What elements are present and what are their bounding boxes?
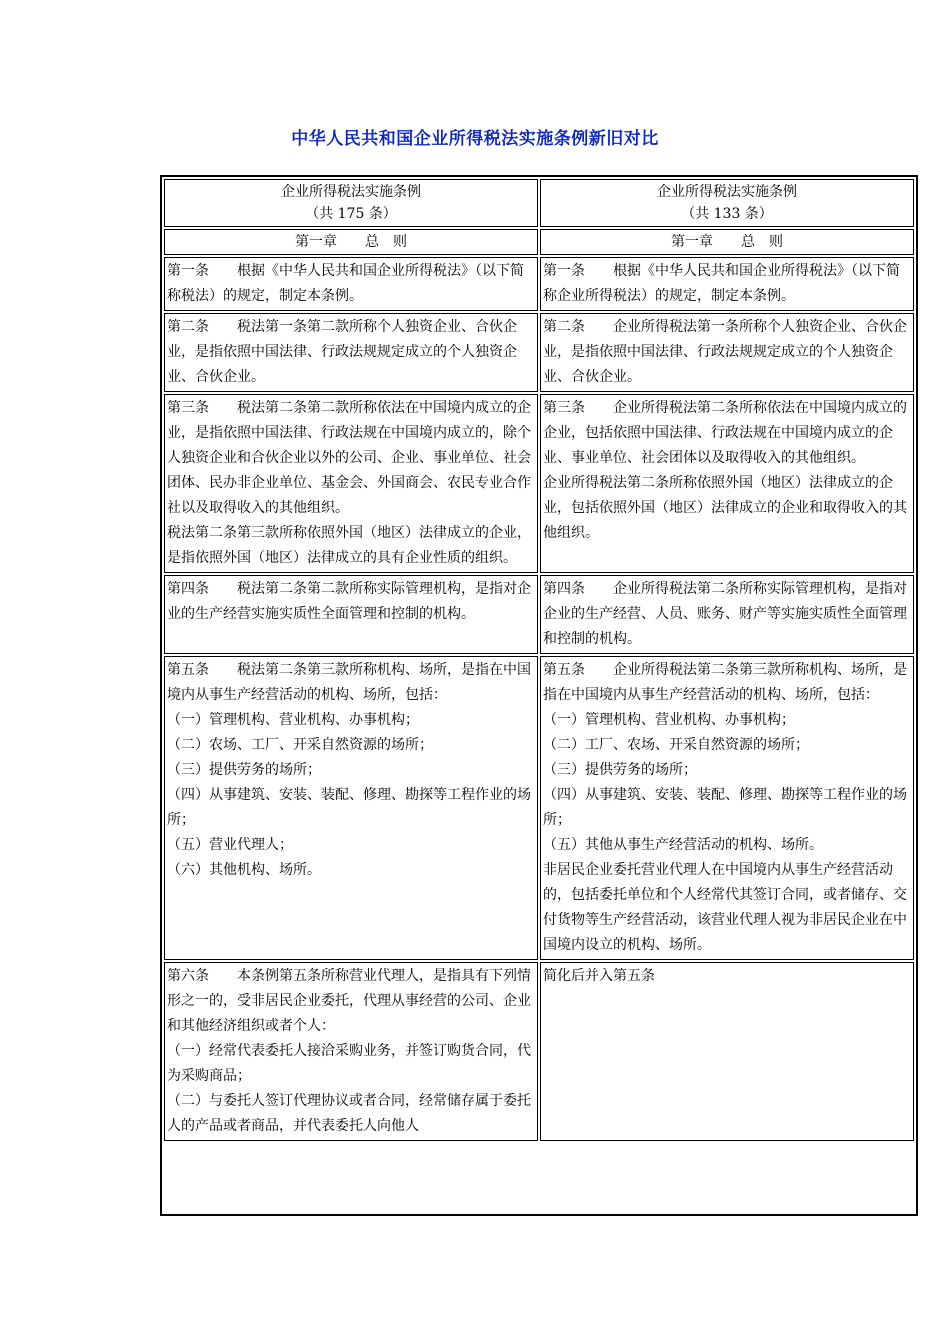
table-row bbox=[164, 394, 914, 573]
article-paragraph: 第三条 企业所得税法第二条所称依法在中国境内成立的企业，包括依照中国法律、行政法规在中国境内成立的企业、事业单位、社会团体以及取得收入的其他组织。 bbox=[543, 400, 907, 466]
chapter-row bbox=[164, 229, 914, 255]
article-paragraph: 第四条 企业所得税法第二条所称实际管理机构，是指对企业的生产经营、人员、账务、财产等实施实质性全面管理和控制的机构。 bbox=[543, 581, 907, 647]
article-paragraph: 第二条 企业所得税法第一条所称个人独资企业、合伙企业，是指依照中国法律、行政法规规定成立的个人独资企业、合伙企业。 bbox=[543, 319, 907, 385]
article-cell-left bbox=[164, 394, 538, 573]
chapter-left: 第一章 总 则 bbox=[164, 229, 538, 255]
article-cell-left bbox=[164, 962, 538, 1141]
article-paragraph: 第六条 本条例第五条所称营业代理人，是指具有下列情形之一的，受非居民企业委托，代理从事经营的公司、企业和其他经济组织或者个人： bbox=[167, 968, 531, 1034]
article-cell-right bbox=[540, 656, 914, 960]
header-left bbox=[164, 179, 538, 227]
article-paragraph: 第五条 企业所得税法第二条第三款所称机构、场所，是指在中国境内从事生产经营活动的机构、场所，包括： bbox=[543, 662, 907, 703]
article-paragraph: （五）其他从事生产经营活动的机构、场所。 bbox=[543, 837, 823, 853]
header-left-line2: （共 175 条） bbox=[305, 206, 397, 222]
article-paragraph: 第三条 税法第二条第二款所称依法在中国境内成立的企业，是指依照中国法律、行政法规在中国境内成立的，除个人独资企业和合伙企业以外的公司、企业、事业单位、社会团体、民办非企业单位、基金会、外国商会、农民专业合作社以及取得收入的其他组织。 bbox=[167, 400, 531, 516]
article-paragraph: 简化后并入第五条 bbox=[543, 968, 655, 984]
article-rows bbox=[164, 257, 914, 1141]
comparison-table bbox=[160, 175, 918, 1216]
table-row bbox=[164, 962, 914, 1141]
table-header-row bbox=[164, 179, 914, 227]
article-paragraph: 第二条 税法第一条第二款所称个人独资企业、合伙企业，是指依照中国法律、行政法规规定成立的个人独资企业、合伙企业。 bbox=[167, 319, 517, 385]
article-paragraph: 税法第二条第三款所称依照外国（地区）法律成立的企业，是指依照外国（地区）法律成立的具有企业性质的组织。 bbox=[167, 525, 531, 566]
article-paragraph: （一）经常代表委托人接洽采购业务，并签订购货合同，代为采购商品； bbox=[167, 1043, 531, 1084]
article-paragraph: （三）提供劳务的场所； bbox=[543, 762, 697, 778]
header-right-line1: 企业所得税法实施条例 bbox=[657, 184, 797, 200]
article-paragraph: （四）从事建筑、安装、装配、修理、勘探等工程作业的场所； bbox=[167, 787, 531, 828]
article-cell-right bbox=[540, 394, 914, 573]
article-paragraph: 第四条 税法第二条第二款所称实际管理机构，是指对企业的生产经营实施实质性全面管理和控制的机构。 bbox=[167, 581, 531, 622]
article-cell-right bbox=[540, 575, 914, 654]
page-title: 中华人民共和国企业所得税法实施条例新旧对比 bbox=[291, 129, 659, 149]
article-paragraph: （六）其他机构、场所。 bbox=[167, 862, 321, 878]
article-paragraph: （三）提供劳务的场所； bbox=[167, 762, 321, 778]
article-cell-right bbox=[540, 962, 914, 1141]
article-cell-left bbox=[164, 575, 538, 654]
chapter-right: 第一章 总 则 bbox=[540, 229, 914, 255]
article-paragraph: 非居民企业委托营业代理人在中国境内从事生产经营活动的，包括委托单位和个人经常代其签订合同，或者储存、交付货物等生产经营活动，该营业代理人视为非居民企业在中国境内设立的机构、场所。 bbox=[543, 862, 907, 953]
article-paragraph: （一）管理机构、营业机构、办事机构； bbox=[167, 712, 419, 728]
article-paragraph: （一）管理机构、营业机构、办事机构； bbox=[543, 712, 795, 728]
article-cell-right bbox=[540, 257, 914, 311]
article-paragraph: （二）农场、工厂、开采自然资源的场所； bbox=[167, 737, 433, 753]
comparison-grid bbox=[162, 177, 916, 1143]
header-right-line2: （共 133 条） bbox=[681, 206, 773, 222]
table-row bbox=[164, 575, 914, 654]
article-paragraph: 第五条 税法第二条第三款所称机构、场所，是指在中国境内从事生产经营活动的机构、场所，包括： bbox=[167, 662, 531, 703]
article-cell-left bbox=[164, 656, 538, 960]
article-paragraph: （二）工厂、农场、开采自然资源的场所； bbox=[543, 737, 809, 753]
article-cell-right bbox=[540, 313, 914, 392]
article-paragraph: （五）营业代理人； bbox=[167, 837, 293, 853]
article-cell-left bbox=[164, 313, 538, 392]
header-left-line1: 企业所得税法实施条例 bbox=[281, 184, 421, 200]
article-paragraph: （四）从事建筑、安装、装配、修理、勘探等工程作业的场所； bbox=[543, 787, 907, 828]
header-right bbox=[540, 179, 914, 227]
article-paragraph: 第一条 根据《中华人民共和国企业所得税法》（以下简称税法）的规定，制定本条例。 bbox=[167, 263, 524, 304]
article-paragraph: （二）与委托人签订代理协议或者合同，经常储存属于委托人的产品或者商品，并代表委托人向他人 bbox=[167, 1093, 531, 1134]
article-paragraph: 第一条 根据《中华人民共和国企业所得税法》（以下简称企业所得税法）的规定，制定本条例。 bbox=[543, 263, 900, 304]
article-cell-left bbox=[164, 257, 538, 311]
table-row bbox=[164, 656, 914, 960]
table-row bbox=[164, 313, 914, 392]
table-row bbox=[164, 257, 914, 311]
article-paragraph: 企业所得税法第二条所称依照外国（地区）法律成立的企业，包括依照外国（地区）法律成立的企业和取得收入的其他组织。 bbox=[543, 475, 907, 541]
